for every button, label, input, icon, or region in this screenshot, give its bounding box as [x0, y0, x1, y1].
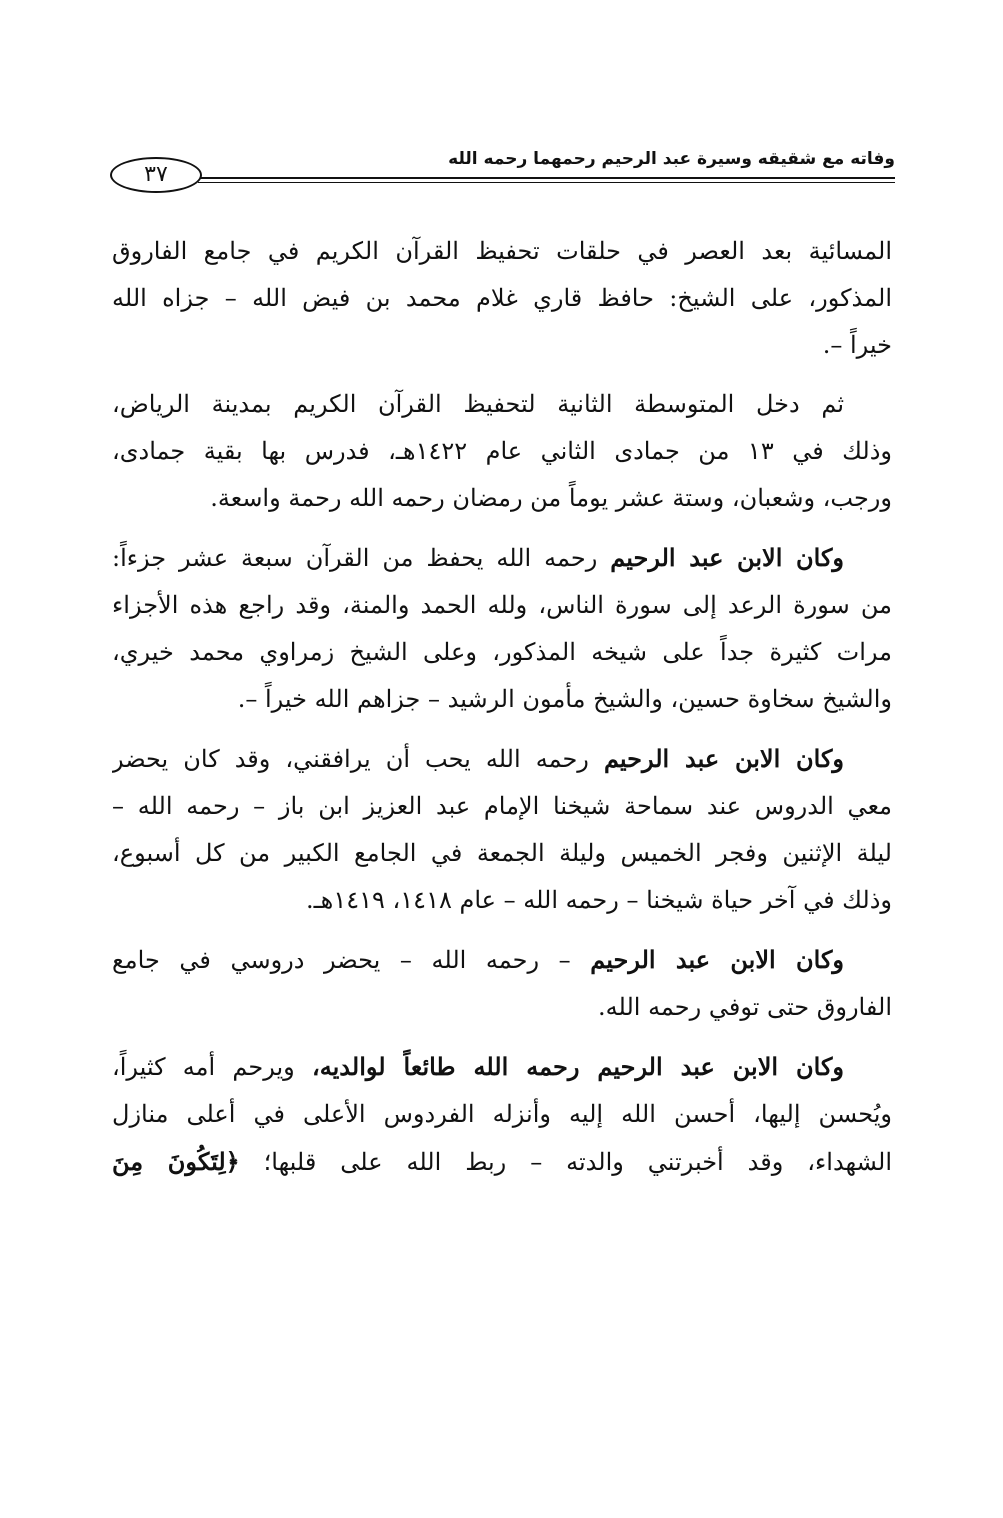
text-line: معي الدروس عند سماحة شيخنا الإمام عبد العزيز ابن باز – رحمه الله – — [112, 792, 892, 820]
text-line: وكان الابن عبد الرحيم رحمه الله طائعاً لوالديه، ويرحم أمه كثيراً، — [112, 1052, 844, 1081]
text-line: ثم دخل المتوسطة الثانية لتحفيظ القرآن الكريم بمدينة الرياض، — [112, 390, 844, 418]
bold-name: وكان الابن عبد الرحيم — [610, 543, 844, 572]
bold-name: وكان الابن عبد الرحيم — [603, 744, 844, 773]
text-line: خيراً –. — [822, 331, 892, 359]
page-number-badge — [110, 157, 202, 193]
text-line: وكان الابن عبد الرحيم رحمه الله يحب أن يرافقني، وقد كان يحضر — [112, 744, 844, 773]
bold-phrase: وكان الابن عبد الرحيم رحمه الله طائعاً لوالديه، — [312, 1052, 844, 1081]
header-rule — [198, 177, 895, 183]
paragraph — [112, 735, 892, 924]
text-line: وذلك في آخر حياة شيخنا – رحمه الله – عام ١٤١٨، ١٤١٩هـ. — [306, 886, 892, 914]
page-number: ٣٧ — [144, 162, 168, 187]
running-header-title: وفاته مع شقيقه وسيرة عبد الرحيم رحمهما رحمه الله — [448, 149, 895, 169]
text-line: وكان الابن عبد الرحيم رحمه الله يحفظ من القرآن سبعة عشر جزءاً: — [112, 543, 844, 572]
paragraph — [112, 534, 892, 723]
body-text — [112, 228, 892, 1198]
text-line: ورجب، وشعبان، وستة عشر يوماً من رمضان رحمه الله رحمة واسعة. — [210, 484, 892, 512]
text-line: ويُحسن إليها، أحسن الله إليه وأنزله الفردوس الأعلى في أعلى منازل — [112, 1100, 892, 1128]
text-line: مرات كثيرة جداً على شيخه المذكور، وعلى الشيخ زمراوي محمد خيري، — [112, 638, 892, 666]
text-line: المذكور، على الشيخ: حافظ قاري غلام محمد بن فيض الله – جزاه الله — [112, 284, 892, 312]
paragraph — [112, 228, 892, 369]
paragraph — [112, 381, 892, 522]
paragraph — [112, 936, 892, 1031]
quran-quote: ﴿لِتَكُونَ مِنَ — [112, 1147, 240, 1176]
text-line: وذلك في ١٣ من جمادى الثاني عام ١٤٢٢هـ، فدرس بها بقية جمادى، — [112, 437, 892, 465]
text-line: الشهداء، وقد أخبرتني والدته – ربط الله على قلبها؛ ﴿لِتَكُونَ مِنَ — [112, 1147, 892, 1176]
text-line: والشيخ سخاوة حسين، والشيخ مأمون الرشيد – جزاهم الله خيراً –. — [237, 685, 892, 713]
text-line: ليلة الإثنين وفجر الخميس وليلة الجمعة في الجامع الكبير من كل أسبوع، — [112, 839, 892, 867]
text-line: من سورة الرعد إلى سورة الناس، ولله الحمد والمنة، وقد راجع هذه الأجزاء — [112, 591, 892, 619]
text-line: وكان الابن عبد الرحيم – رحمه الله – يحضر دروسي في جامع — [112, 945, 844, 974]
bold-name: وكان الابن عبد الرحيم — [590, 945, 844, 974]
paragraph — [112, 1043, 892, 1186]
page-header — [108, 143, 895, 193]
text-line: الفاروق حتى توفي رحمه الله. — [598, 993, 892, 1021]
text-line: المسائية بعد العصر في حلقات تحفيظ القرآن الكريم في جامع الفاروق — [112, 237, 892, 265]
